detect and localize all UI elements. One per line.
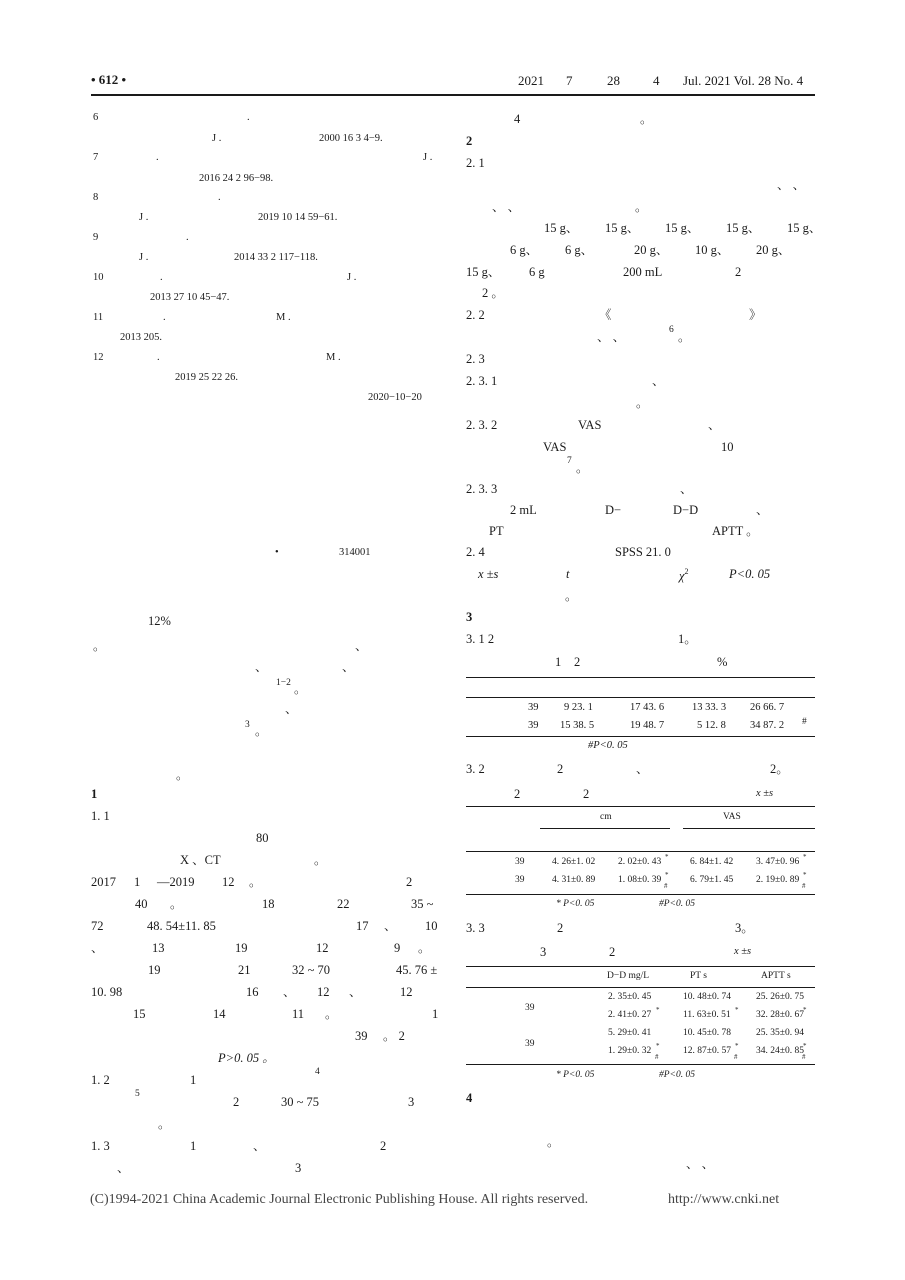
table-cell: 39 [525, 1039, 535, 1049]
ref-text: 2014 33 2 117−118. [234, 252, 318, 263]
table-bottom-rule [466, 894, 815, 895]
punct: 、 、 [686, 1157, 715, 1171]
p-value-text: P>0. 05 。 [218, 1051, 275, 1065]
subsection-heading: 2. 1 [466, 156, 485, 170]
chi-symbol: χ [679, 569, 685, 583]
significance-mark: * [735, 1042, 739, 1050]
significance-mark: * [735, 1006, 739, 1014]
table-cell: 5. 29±0. 41 [608, 1028, 652, 1038]
punct: 、 [636, 762, 649, 776]
table-title-part: 1 [555, 655, 562, 669]
text-run: 16 [246, 985, 259, 999]
table-cell: 26 66. 7 [750, 702, 785, 713]
table-sub-rule [540, 828, 670, 829]
significance-mark: # [802, 1053, 806, 1061]
punct: 。 [635, 200, 648, 214]
table-note-text: #P<0. 05 [588, 740, 628, 751]
table-cell: 39 [515, 857, 525, 867]
punct: 《 [599, 308, 612, 322]
text-run: 。 [325, 1007, 338, 1021]
punct: 、 [342, 660, 355, 674]
text-run: 2017 [91, 875, 116, 889]
prevalence-value: 12% [148, 614, 171, 628]
text-run: 12 [222, 875, 235, 889]
text-run: 30 ~ 75 [281, 1095, 320, 1109]
table-stat-text: x ±s [734, 946, 752, 957]
table-title-part: 2 [574, 655, 581, 669]
text-run: 39 [355, 1029, 368, 1043]
text-number: 80 [256, 831, 269, 845]
text-run: D−D [673, 503, 699, 517]
table-bottom-rule [466, 1064, 815, 1065]
herb-dose: 15 g、 [605, 221, 640, 235]
citation-superscript: 6 [669, 325, 674, 335]
citation-superscript: 5 [135, 1089, 140, 1099]
text-run: 、 [91, 941, 104, 955]
punct: 。 [678, 330, 691, 344]
punct: 。 [255, 724, 268, 738]
text-run: 、 [283, 985, 296, 999]
significance-mark: * [803, 853, 807, 861]
ref-text: . [157, 352, 160, 363]
text-run: VAS [578, 418, 602, 432]
significance-mark: # [655, 1053, 659, 1061]
table-header-rule [466, 987, 815, 988]
herb-dose: 6 g、 [565, 243, 594, 257]
table-cell: 2. 35±0. 45 [608, 992, 652, 1002]
ref-text: . [156, 152, 159, 163]
punct: 、 [756, 503, 769, 517]
ref-text: M . [326, 352, 341, 363]
text-run: —2019 [157, 875, 195, 889]
table-cell: 39 [528, 702, 539, 713]
punct: 。 [176, 768, 189, 782]
header-rule [91, 94, 815, 96]
text-run: 。 2 [383, 1029, 405, 1043]
text-run: 18 [262, 897, 275, 911]
text-run: 14 [213, 1007, 226, 1021]
ref-num: 8 [93, 192, 99, 203]
table-cell: 13 33. 3 [692, 702, 727, 713]
table-title-part: 2 [514, 787, 521, 801]
punct: 。 [314, 853, 327, 867]
subsection-heading: 2. 3 [466, 352, 485, 366]
punct: 、 、 [777, 178, 806, 192]
table-stat [756, 789, 773, 800]
text-run: 2 。 [482, 286, 504, 300]
herb-dose: 6 g [529, 265, 545, 279]
herb-dose: 20 g、 [756, 243, 791, 257]
herb-dose: 6 g、 [510, 243, 539, 257]
text-run: APTT 。 [712, 524, 759, 538]
p-threshold [729, 568, 770, 581]
ref-text: 2019 10 14 59−61. [258, 212, 338, 223]
table-cell: 12. 87±0. 57 [683, 1046, 731, 1056]
text-run: 72 [91, 919, 104, 933]
ref-num: 11 [93, 312, 104, 323]
postcode: 314001 [339, 547, 371, 558]
text-run: 2 [557, 762, 564, 776]
text-run: VAS [543, 440, 567, 454]
text-run: X 、CT [180, 853, 221, 867]
table-cell: 34 87. 2 [750, 720, 785, 731]
page-number: • 612 • [91, 72, 127, 87]
section-heading: 1 [91, 787, 98, 801]
text-run: 19 [148, 963, 161, 977]
column-header-vas: VAS [723, 812, 741, 822]
table-unit: % [717, 655, 728, 669]
text-run: 45. 76 ± [396, 963, 438, 977]
section-heading: 2 [466, 134, 473, 148]
ref-text: 2013 205. [120, 332, 162, 343]
text-run: 2 [557, 921, 564, 935]
text-run: 15 [133, 1007, 146, 1021]
punct: 、 [652, 374, 665, 388]
ref-num: 10 [93, 272, 104, 283]
table-cell: 9 23. 1 [564, 702, 593, 713]
punct: 。 [640, 112, 653, 126]
text-run: 4 [514, 112, 521, 126]
table-cell: 10. 45±0. 78 [683, 1028, 731, 1038]
punct: 》 [749, 308, 762, 322]
text-run: 13 [152, 941, 165, 955]
text-run: 1 [190, 1139, 197, 1153]
ref-text: 2019 25 22 26. [175, 372, 238, 383]
punct: 。 [565, 589, 578, 603]
herb-dose: 15 g、 [466, 265, 501, 279]
column-header-aptt: APTT s [761, 971, 791, 981]
table-title-part: 3 [540, 945, 547, 959]
column-header-dd: D−D mg/L [607, 971, 650, 981]
ref-text: 2016 24 2 96−98. [199, 173, 274, 184]
text-run: 35 ~ [411, 897, 434, 911]
punct: 、 [680, 482, 693, 496]
table-note-text: #P<0. 05 [659, 899, 695, 909]
table-header-rule [466, 851, 815, 852]
subsection-heading: 2. 3. 2 [466, 418, 498, 432]
subsection-heading: 3. 2 [466, 762, 485, 776]
subsection-heading: 2. 3. 3 [466, 482, 498, 496]
herb-dose: 15 g、 [544, 221, 579, 235]
table-cell: 10. 48±0. 74 [683, 992, 731, 1002]
ref-text: 2000 16 3 4−9. [319, 133, 383, 144]
table-cell: 19 48. 7 [630, 720, 665, 731]
table-title-part: 2 [609, 945, 616, 959]
ref-text: J . [139, 252, 149, 263]
table-stat-text: x ±s [756, 788, 774, 799]
table-note-text: #P<0. 05 [659, 1070, 695, 1080]
text-run: 2 mL [510, 503, 537, 517]
table-bottom-rule [466, 736, 815, 737]
table-top-rule [466, 966, 815, 967]
subsection-heading: 3. 1 2 [466, 632, 495, 646]
significance-mark: * [665, 871, 669, 879]
ref-text: . [186, 232, 189, 243]
text-run: 17 [356, 919, 369, 933]
received-date: 2020−10−20 [368, 392, 422, 403]
text-run: 48. 54±11. 85 [147, 919, 216, 933]
punct: 、 [708, 418, 721, 432]
text-run: 2 [406, 875, 413, 889]
table-cell: 1. 08±0. 39 [618, 875, 662, 885]
table-note [659, 1071, 695, 1081]
table-note-text: * P<0. 05 [556, 1070, 595, 1080]
ref-text: 2013 27 10 45−47. [150, 292, 230, 303]
stat-notation-text: x ±s [478, 567, 499, 581]
table-reference: 1。 [678, 632, 697, 646]
t-test [566, 568, 569, 581]
subsection-heading: 2. 3. 1 [466, 374, 498, 388]
section-heading: 4 [466, 1091, 473, 1105]
text-run: 、 [253, 1139, 266, 1153]
text-run: 12 [400, 985, 413, 999]
subsection-heading: 1. 3 [91, 1139, 110, 1153]
herb-dose: 10 g、 [695, 243, 730, 257]
punct: 。 [576, 461, 589, 475]
table-cell: 5 12. 8 [697, 720, 726, 731]
punct: 、 [285, 702, 298, 716]
citation-superscript: 3 [245, 720, 250, 730]
text-run: 21 [238, 963, 251, 977]
t-test-text: t [566, 567, 570, 581]
table-cell: 25. 26±0. 75 [756, 992, 804, 1002]
text-run: 12 [317, 985, 330, 999]
significance-mark: # [664, 882, 668, 890]
significance-mark: * [803, 1042, 807, 1050]
text-run: 12 [316, 941, 329, 955]
table-note [556, 900, 594, 910]
table-cell: 39 [515, 875, 525, 885]
table-cell: 4. 31±0. 89 [552, 875, 596, 885]
header-volume: 28 [607, 73, 620, 88]
ref-text: . [163, 312, 166, 323]
table-cell: 4. 26±1. 02 [552, 857, 596, 867]
herb-dose: 15 g、 [726, 221, 761, 235]
herb-dose: 15 g、 [665, 221, 700, 235]
subsection-heading: 1. 1 [91, 809, 110, 823]
text-run: 11 [292, 1007, 305, 1021]
subsection-heading: 2. 2 [466, 308, 485, 322]
text-run: 3 [408, 1095, 415, 1109]
table-cell: 3. 47±0. 96 [756, 857, 800, 867]
text-run: 3 [295, 1161, 302, 1175]
text-run: 1 [190, 1073, 197, 1087]
subsection-heading: 2. 4 [466, 545, 485, 559]
chi-square [679, 568, 689, 583]
text-run: 19 [235, 941, 248, 955]
table-cell: 17 43. 6 [630, 702, 665, 713]
table-note [659, 900, 695, 910]
punct: 。 [93, 639, 106, 653]
citation-superscript: 7 [567, 456, 572, 466]
significance-mark: # [734, 1053, 738, 1061]
stat-notation [478, 568, 498, 581]
text-number: 10 [721, 440, 734, 454]
header-issue: 4 [653, 73, 660, 88]
table-sub-rule [683, 828, 815, 829]
table-title-part: 2 [583, 787, 590, 801]
ref-num: 6 [93, 112, 99, 123]
table-cell: 6. 84±1. 42 [690, 857, 734, 867]
ref-num: 9 [93, 232, 99, 243]
punct: 、 、 [597, 330, 626, 344]
citation-superscript: 4 [315, 1067, 320, 1077]
water-volume: 200 mL [623, 265, 663, 279]
table-header-rule [466, 697, 815, 698]
text-run: PT [489, 524, 504, 538]
subsection-heading: 1. 2 [91, 1073, 110, 1087]
table-stat [734, 947, 751, 958]
significance-mark: # [802, 717, 807, 727]
text-run: 10. 98 [91, 985, 123, 999]
text-run: 、 [117, 1161, 130, 1175]
punct: 。 [158, 1117, 171, 1131]
table-note-text: * P<0. 05 [556, 899, 595, 909]
table-cell: 2. 02±0. 43 [618, 857, 662, 867]
table-cell: 32. 28±0. 67 [756, 1010, 804, 1020]
citation-superscript: 1−2 [276, 678, 291, 688]
chi-exponent: 2 [684, 567, 689, 576]
subsection-heading: 3. 3 [466, 921, 485, 935]
ref-text: . [247, 112, 250, 123]
text-run: 2 [233, 1095, 240, 1109]
significance-mark: * [656, 1006, 660, 1014]
table-cell: 39 [528, 720, 539, 731]
copyright-notice: (C)1994-2021 China Academic Journal Electronic Publishing House. All rights reserved. [90, 1192, 589, 1207]
text-run: 40 [135, 897, 148, 911]
header-journal-en: Jul. 2021 Vol. 28 No. 4 [683, 73, 804, 88]
column-header-pt: PT s [690, 971, 707, 981]
significance-mark: * [665, 853, 669, 861]
significance-mark: * [803, 1006, 807, 1014]
header-month: 7 [566, 73, 573, 88]
text-run: 9 [394, 941, 401, 955]
text-run: 2 [380, 1139, 387, 1153]
header-year: 2021 [518, 73, 544, 88]
text-run: 22 [337, 897, 350, 911]
text-run: 。 [418, 941, 431, 955]
table-note [588, 741, 628, 752]
table-cell: 15 38. 5 [560, 720, 595, 731]
table-cell: 11. 63±0. 51 [683, 1010, 731, 1020]
text-run: 10 [425, 919, 438, 933]
text-run: 1 [432, 1007, 439, 1021]
ref-text: J . [423, 152, 433, 163]
significance-mark: * [803, 871, 807, 879]
table-cell: 34. 24±0. 85 [756, 1046, 804, 1056]
p-value [218, 1052, 275, 1065]
text-run: 。 [249, 875, 262, 889]
ref-num: 12 [93, 352, 104, 363]
significance-mark: # [802, 882, 806, 890]
table-cell: 2. 19±0. 89 [756, 875, 800, 885]
text-run: 32 ~ 70 [292, 963, 331, 977]
ref-text: J . [139, 212, 149, 223]
cnki-link[interactable]: http://www.cnki.net [668, 1192, 780, 1207]
punct: 。 [636, 396, 649, 410]
table-reference: 2。 [770, 762, 789, 776]
punct: 、 [255, 660, 268, 674]
ref-text: . [218, 192, 221, 203]
ref-text: M . [276, 312, 291, 323]
table-cell: 2. 41±0. 27 [608, 1010, 652, 1020]
punct: 。 [547, 1135, 560, 1149]
table-top-rule [466, 806, 815, 807]
ref-text: J . [347, 272, 357, 283]
ref-num: 7 [93, 152, 99, 163]
herb-dose: 20 g、 [634, 243, 669, 257]
table-reference: 3。 [735, 921, 754, 935]
text-run: 。 [170, 897, 183, 911]
text-run: 、 [384, 919, 397, 933]
table-cell: 1. 29±0. 32 [608, 1046, 652, 1056]
herb-dose: 15 g、 [787, 221, 822, 235]
table-note [556, 1071, 594, 1081]
text-run: 1 [134, 875, 141, 889]
p-threshold-text: P<0. 05 [729, 567, 771, 581]
ref-text: J . [212, 133, 222, 144]
section-heading: 3 [466, 610, 473, 624]
table-cell: 39 [525, 1003, 535, 1013]
software-name: SPSS 21. 0 [615, 545, 671, 559]
punct: 、 [355, 639, 368, 653]
significance-mark: * [656, 1042, 660, 1050]
table-cell: 25. 35±0. 94 [756, 1028, 804, 1038]
author-bullet: • [275, 547, 279, 558]
punct: 。 [294, 682, 307, 696]
text-run: D− [605, 503, 622, 517]
text-run: 2 [735, 265, 742, 279]
text-run: 、 [349, 985, 362, 999]
table-top-rule [466, 677, 815, 678]
ref-text: . [160, 272, 163, 283]
punct: 、 、 [492, 200, 521, 214]
column-header-cm: cm [600, 812, 612, 822]
table-cell: 6. 79±1. 45 [690, 875, 734, 885]
